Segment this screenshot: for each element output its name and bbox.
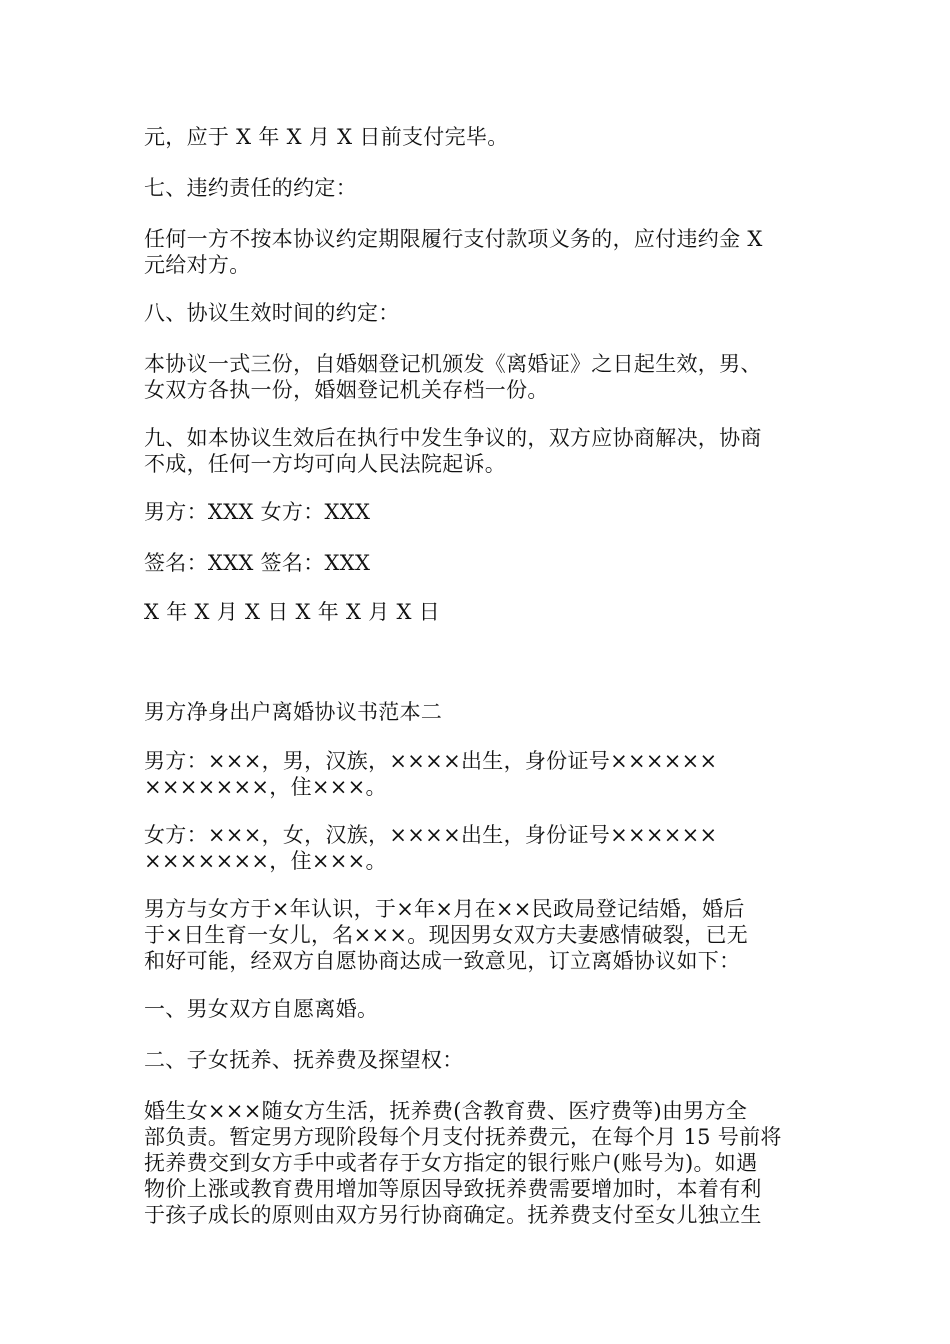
paragraph-male-party: 男方：×××，男，汉族，××××出生，身份证号×××××× ×××××××，住×××。 — [144, 749, 718, 799]
clause-two-heading: 二、子女抚养、抚养费及探望权： — [144, 1048, 464, 1072]
heading-breach-liability: 七、违约责任的约定： — [144, 176, 357, 200]
paragraph-background: 男方与女方于×年认识，于×年×月在××民政局登记结婚，婚后 于×日生育一女儿，名×××。现因男女双方夫妻感情破裂，已无 和好可能，经双方自愿协商达成一致意见，订立离婚协议如下： — [144, 897, 749, 973]
date-line: X 年 X 月 X 日 X 年 X 月 X 日 — [144, 600, 441, 624]
party-names-line: 男方：XXX 女方：XXX — [144, 500, 371, 524]
paragraph-penalty: 任何一方不按本协议约定期限履行支付款项义务的，应付违约金 X 元给对方。 — [144, 227, 763, 277]
heading-effective-time: 八、协议生效时间的约定： — [144, 301, 400, 325]
clause-one: 一、男女双方自愿离婚。 — [144, 997, 379, 1021]
paragraph-dispute: 九、如本协议生效后在执行中发生争议的，双方应协商解决，协商 不成，任何一方均可向人民法院起诉。 — [144, 426, 762, 476]
paragraph-copies: 本协议一式三份，自婚姻登记机颁发《离婚证》之日起生效，男、 女双方各执一份，婚姻登记机关存档一份。 — [144, 352, 762, 402]
paragraph-female-party: 女方：×××，女，汉族，××××出生，身份证号×××××× ×××××××，住×××。 — [144, 823, 718, 873]
paragraph-payment-deadline: 元，应于 X 年 X 月 X 日前支付完毕。 — [144, 125, 509, 149]
paragraph-child-support: 婚生女×××随女方生活，抚养费(含教育费、医疗费等)由男方全 部负责。暂定男方现阶段每个月支付抚养费元，在每个月 15 号前将 抚养费交到女方手中或者存于女方指定的银行账户(账号为)。如遇 物价上涨或教育费用增加等原因导致抚养费需要增加时，本着有利 于孩子成长的原则由双方另行协商确定。抚养费支付至女儿独立生 — [144, 1099, 782, 1227]
signature-line: 签名：XXX 签名：XXX — [144, 551, 371, 575]
section-title: 男方净身出户离婚协议书范本二 — [144, 700, 443, 724]
